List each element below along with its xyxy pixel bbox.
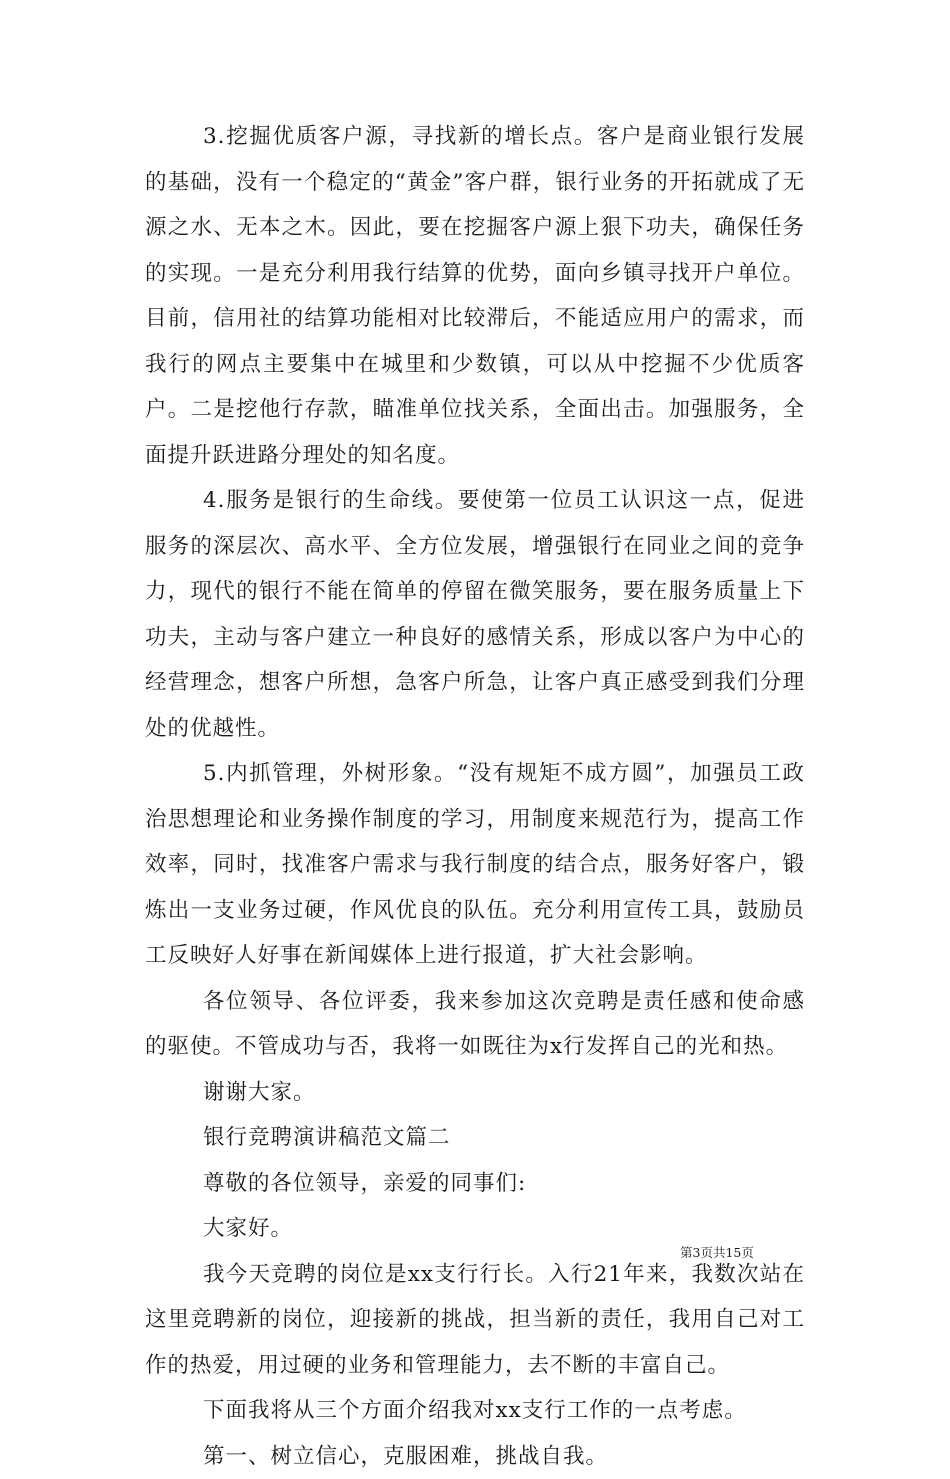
section-heading: 银行竞聘演讲稿范文篇二 xyxy=(145,1115,805,1161)
page-number-footer: 第3页共15页 xyxy=(680,1244,820,1262)
paragraph-1: 3.挖掘优质客户源，寻找新的增长点。客户是商业银行发展的基础，没有一个稳定的“黄金”客户群，银行业务的开拓就成了无源之水、无本之木。因此，要在挖掘客户源上狠下功夫，确保任务的实现。一是充分利用我行结算的优势，面向乡镇寻找开户单位。目前，信用社的结算功能相对比较滞后，不能适应用户的需求，而我行的网点主要集中在城里和少数镇，可以从中挖掘不少优质客户。二是挖他行存款，瞄准单位找关系，全面出击。加强服务，全面提升跃进路分理处的知名度。 xyxy=(145,114,805,478)
paragraph-10: 下面我将从三个方面介绍我对xx支行工作的一点考虑。 xyxy=(145,1388,805,1434)
paragraph-5: 谢谢大家。 xyxy=(145,1070,805,1116)
paragraph-2: 4.服务是银行的生命线。要使第一位员工认识这一点，促进服务的深层次、高水平、全方位发展，增强银行在同业之间的竞争力，现代的银行不能在简单的停留在微笑服务，要在服务质量上下功夫，主动与客户建立一种良好的感情关系，形成以客户为中心的经营理念，想客户所想，急客户所急，让客户真正感受到我们分理处的优越性。 xyxy=(145,478,805,751)
document-body xyxy=(145,114,805,1479)
paragraph-9: 我今天竞聘的岗位是xx支行行长。入行21年来，我数次站在这里竞聘新的岗位，迎接新的挑战，担当新的责任，我用自己对工作的热爱，用过硬的业务和管理能力，去不断的丰富自己。 xyxy=(145,1252,805,1389)
paragraph-11: 第一、树立信心，克服困难，挑战自我。 xyxy=(145,1434,805,1479)
salutation: 尊敬的各位领导，亲爱的同事们: xyxy=(145,1161,805,1207)
paragraph-4: 各位领导、各位评委，我来参加这次竞聘是责任感和使命感的驱使。不管成功与否，我将一如既往为x行发挥自己的光和热。 xyxy=(145,979,805,1070)
paragraph-3: 5.内抓管理，外树形象。“没有规矩不成方圆”，加强员工政治思想理论和业务操作制度的学习，用制度来规范行为，提高工作效率，同时，找准客户需求与我行制度的结合点，服务好客户，锻炼出一支业务过硬，作风优良的队伍。充分利用宣传工具，鼓励员工反映好人好事在新闻媒体上进行报道，扩大社会影响。 xyxy=(145,751,805,979)
greeting: 大家好。 xyxy=(145,1206,805,1252)
